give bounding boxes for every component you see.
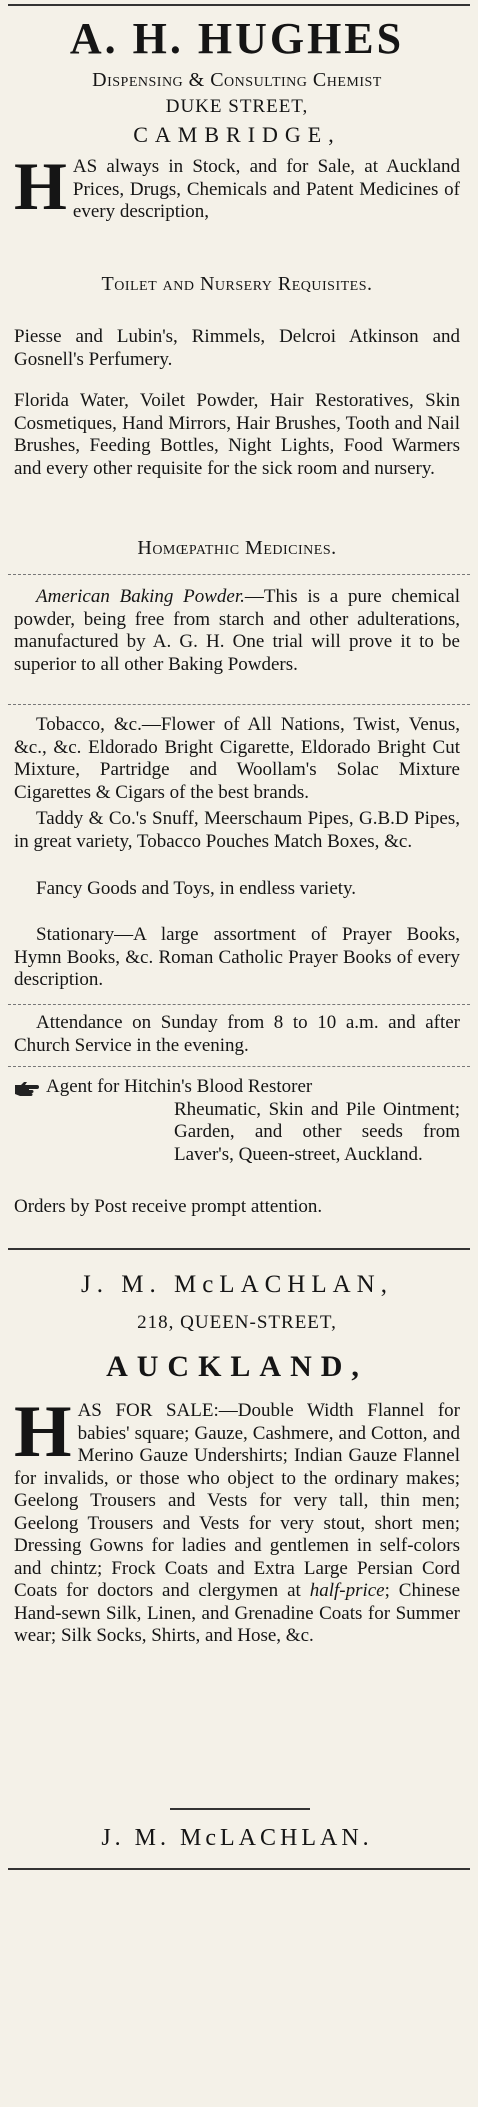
mclachlan-signature: J. M. McLACHLAN. bbox=[101, 1825, 373, 1851]
agent-rest: Rheumatic, Skin and Pile Ointment; Garden, and other seeds from Laver's, Queen-street, Auckland. bbox=[174, 1098, 460, 1165]
tobacco-text: Tobacco, &c.—Flower of All Nations, Twist, Venus, &c., &c. Eldorado Bright Cigarette, Eldorado Bright Cut Mixture, Partridge and Woollam's Solac Mixture Cigarettes & Cigars of the best brands. bbox=[14, 714, 460, 803]
section-rule bbox=[8, 1248, 470, 1250]
attendance-paragraph bbox=[14, 1012, 460, 1057]
hughes-town: CAMBRIDGE, bbox=[133, 122, 341, 147]
perfumery-line: Piesse and Lubin's, Rimmels, Delcroi Atkinson and Gosnell's Perfumery. bbox=[14, 326, 460, 370]
pointing-hand-icon bbox=[14, 1080, 40, 1096]
hughes-street: DUKE STREET, bbox=[165, 96, 309, 117]
baking-text: —This is a pure chemical powder, being free from starch and other adulterations, manufactured by A. G. H. One trial will prove it to be superior to all other Baking Powders. bbox=[14, 586, 461, 675]
goods-text bbox=[14, 390, 460, 480]
mclachlan-city: AUCKLAND, bbox=[106, 1350, 368, 1383]
baking-paragraph bbox=[14, 586, 460, 676]
hughes-intro-text: AS always in Stock, and for Sale, at Auckland Prices, Drugs, Chemicals and Patent Medicines of every description, bbox=[72, 156, 460, 222]
divider-2 bbox=[8, 704, 470, 705]
agent-paragraph bbox=[14, 1076, 460, 1166]
orders-text: Orders by Post receive prompt attention. bbox=[14, 1196, 323, 1217]
stationary-text: Stationary—A large assortment of Prayer Books, Hymn Books, &c. Roman Catholic Prayer Books of every description. bbox=[14, 924, 460, 990]
top-rule bbox=[8, 4, 470, 6]
mclachlan-dropcap: H bbox=[14, 1391, 72, 1473]
mclachlan-name: J. M. McLACHLAN, bbox=[81, 1271, 393, 1298]
snuff-text: Taddy & Co.'s Snuff, Meerschaum Pipes, G.B.D Pipes, in great variety, Tobacco Pouches Match Boxes, &c. bbox=[14, 808, 460, 852]
fancy-paragraph bbox=[14, 878, 460, 901]
hughes-title: A. H. HUGHES bbox=[69, 14, 405, 63]
half-price: half-price bbox=[309, 1580, 385, 1601]
divider-3 bbox=[8, 1004, 470, 1005]
divider-4 bbox=[8, 1066, 470, 1067]
mclachlan-address: 218, QUEEN-STREET, bbox=[137, 1312, 337, 1333]
orders-line bbox=[14, 1196, 460, 1219]
snuff-paragraph bbox=[14, 808, 460, 853]
goods-line: Florida Water, Voilet Powder, Hair Restoratives, Skin Cosmetiques, Hand Mirrors, Hair Brushes, Tooth and Nail Brushes, Feeding Bottles, Night Lights, Food Warmers and every other requisite for the sick room and nursery. bbox=[14, 390, 460, 479]
mclachlan-intro-text: AS FOR SALE:—Double Width Flannel for babies' square; Gauze, Cashmere, and Cotton, and Merino Gauze Undershirts; Indian Gauze Flannel for invalids, or those who object to the ordinary makes; Geelong Trousers and Vests for very tall, thin men; Geelong Trousers and Vests for very stout, short men; Dressing Gowns for ladies and gentlemen in self-colors and chintz; Frock Coats and Extra Large Persian Cord Coats for doctors and clergymen at bbox=[14, 1400, 460, 1601]
fancy-text: Fancy Goods and Toys, in endless variety. bbox=[36, 878, 357, 899]
attendance-text: Attendance on Sunday from 8 to 10 a.m. and after Church Service in the evening. bbox=[14, 1012, 460, 1056]
divider-1 bbox=[8, 574, 470, 575]
baking-title: American Baking Powder. bbox=[36, 586, 245, 607]
homeo-heading: Homœpathic Medicines. bbox=[137, 537, 337, 559]
hughes-intro bbox=[14, 148, 460, 224]
agent-line1: Agent for Hitchin's Blood Restorer bbox=[46, 1076, 313, 1097]
mclachlan-intro bbox=[14, 1391, 461, 1648]
stationary-paragraph bbox=[14, 924, 460, 992]
bottom-rule bbox=[8, 1868, 470, 1870]
tobacco-paragraph bbox=[14, 714, 460, 804]
hughes-subtitle: Dispensing & Consulting Chemist bbox=[92, 69, 382, 91]
perfumery-text bbox=[14, 326, 460, 371]
mclachlan-intro-tail: ; Chinese Hand-sewn Silk, Linen, and Grenadine Coats for Summer wear; Silk Socks, Shirts, and Hose, &c. bbox=[14, 1580, 461, 1646]
hughes-dropcap: H bbox=[14, 148, 67, 224]
signature-rule bbox=[170, 1808, 310, 1810]
toilet-heading: Toilet and Nursery Requisites. bbox=[101, 273, 373, 295]
